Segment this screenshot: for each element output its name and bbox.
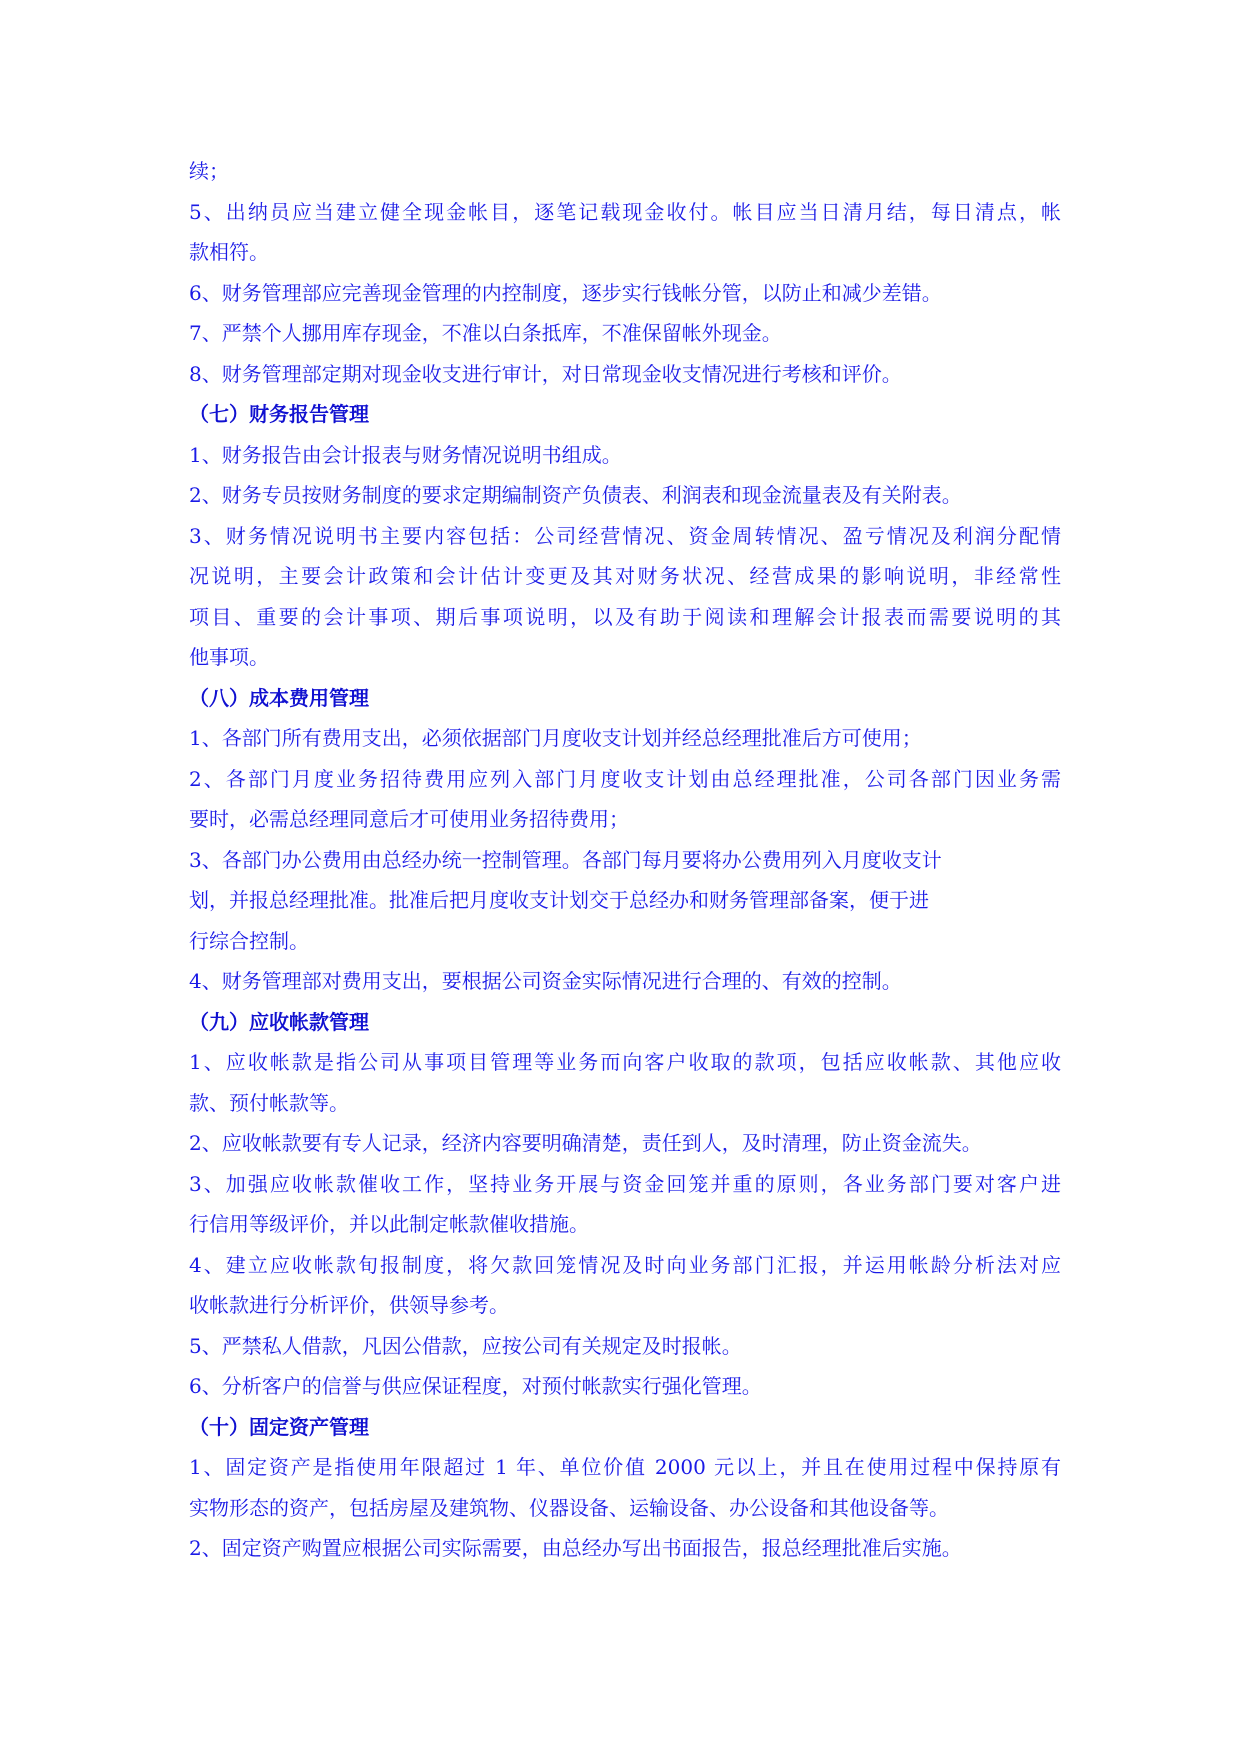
text-line: 收帐款进行分析评价，供领导参考。 bbox=[189, 1293, 509, 1317]
text-line: 5、严禁私人借款，凡因公借款，应按公司有关规定及时报帐。 bbox=[189, 1333, 742, 1358]
text-line: 1、财务报告由会计报表与财务情况说明书组成。 bbox=[189, 442, 622, 467]
text-line: 项目、重要的会计事项、期后事项说明，以及有助于阅读和理解会计报表而需要说明的其 bbox=[189, 604, 1061, 629]
document-body bbox=[189, 151, 1061, 1569]
section-heading: （九）应收帐款管理 bbox=[189, 1009, 369, 1034]
text-line: 2、应收帐款要有专人记录，经济内容要明确清楚，责任到人，及时清理，防止资金流失。 bbox=[189, 1131, 982, 1155]
section-heading: （十）固定资产管理 bbox=[189, 1414, 369, 1439]
text-line: 况说明，主要会计政策和会计估计变更及其对财务状况、经营成果的影响说明，非经常性 bbox=[189, 564, 1061, 588]
text-line: 3、各部门办公费用由总经办统一控制管理。各部门每月要将办公费用列入月度收支计 bbox=[189, 847, 942, 872]
text-line: 8、财务管理部定期对现金收支进行审计，对日常现金收支情况进行考核和评价。 bbox=[189, 361, 902, 386]
text-line: 4、财务管理部对费用支出，要根据公司资金实际情况进行合理的、有效的控制。 bbox=[189, 969, 902, 993]
text-line: 要时，必需总经理同意后才可使用业务招待费用； bbox=[189, 807, 629, 831]
text-line: 7、严禁个人挪用库存现金，不准以白条抵库，不准保留帐外现金。 bbox=[189, 321, 782, 345]
text-line: 3、财务情况说明书主要内容包括：公司经营情况、资金周转情况、盈亏情况及利润分配情 bbox=[189, 523, 1061, 548]
text-line: 1、应收帐款是指公司从事项目管理等业务而向客户收取的款项，包括应收帐款、其他应收 bbox=[189, 1050, 1061, 1074]
text-line: 5、出纳员应当建立健全现金帐目，逐笔记载现金收付。帐目应当日清月结，每日清点，帐 bbox=[189, 199, 1061, 224]
text-line: 款、预付帐款等。 bbox=[189, 1090, 349, 1115]
text-line: 1、各部门所有费用支出，必须依据部门月度收支计划并经总经理批准后方可使用； bbox=[189, 726, 922, 750]
text-line: 行综合控制。 bbox=[189, 928, 309, 953]
text-line: 6、分析客户的信誉与供应保证程度，对预付帐款实行强化管理。 bbox=[189, 1374, 762, 1398]
section-heading: （八）成本费用管理 bbox=[189, 685, 369, 710]
text-line: 续； bbox=[189, 159, 229, 183]
text-line: 2、财务专员按财务制度的要求定期编制资产负债表、利润表和现金流量表及有关附表。 bbox=[189, 483, 962, 507]
text-line: 款相符。 bbox=[189, 240, 269, 264]
text-line: 1、固定资产是指使用年限超过 1 年、单位价值 2000 元以上，并且在使用过程中保持原有 bbox=[189, 1455, 1061, 1479]
text-line: 6、财务管理部应完善现金管理的内控制度，逐步实行钱帐分管，以防止和减少差错。 bbox=[189, 280, 942, 305]
text-line: 4、建立应收帐款旬报制度，将欠款回笼情况及时向业务部门汇报，并运用帐龄分析法对应 bbox=[189, 1252, 1061, 1277]
section-heading: （七）财务报告管理 bbox=[189, 402, 369, 426]
text-line: 2、固定资产购置应根据公司实际需要，由总经办写出书面报告，报总经理批准后实施。 bbox=[189, 1536, 962, 1560]
text-line: 实物形态的资产，包括房屋及建筑物、仪器设备、运输设备、办公设备和其他设备等。 bbox=[189, 1495, 949, 1520]
text-line: 2、各部门月度业务招待费用应列入部门月度收支计划由总经理批准，公司各部门因业务需 bbox=[189, 766, 1061, 791]
text-line: 划，并报总经理批准。批准后把月度收支计划交于总经办和财务管理部备案，便于进 bbox=[189, 888, 929, 912]
text-line: 他事项。 bbox=[189, 645, 269, 669]
text-line: 行信用等级评价，并以此制定帐款催收措施。 bbox=[189, 1212, 589, 1236]
text-line: 3、加强应收帐款催收工作，坚持业务开展与资金回笼并重的原则，各业务部门要对客户进 bbox=[189, 1171, 1061, 1196]
